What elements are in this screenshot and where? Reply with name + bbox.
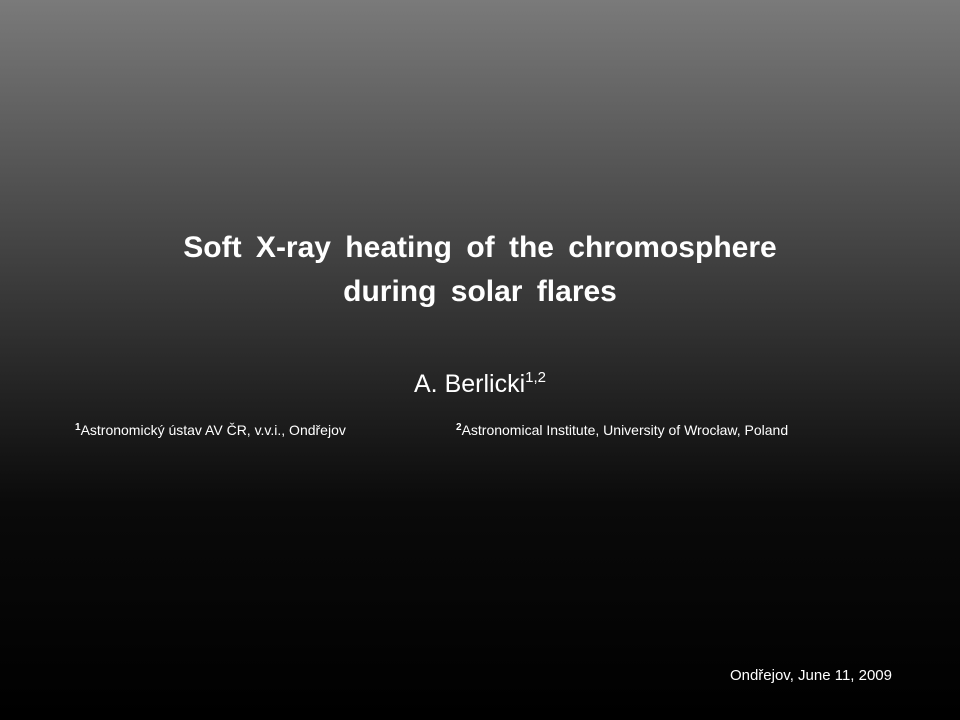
title-line-1: Soft X-ray heating of the chromosphere: [183, 231, 777, 264]
author-name: A. Berlicki: [414, 370, 526, 398]
author-superscript: 1,2: [525, 369, 546, 386]
slide-title: [0, 226, 960, 314]
affiliation-1-text: Astronomický ústav AV ČR, v.v.i., Ondřejov: [80, 422, 346, 438]
affiliation-1-superscript: 1: [75, 422, 81, 433]
affiliation-1: [75, 418, 346, 440]
author-line: [0, 361, 960, 401]
affiliation-2-text: Astronomical Institute, University of Wrocław, Poland: [461, 422, 789, 438]
date-location: Ondřejov, June 11, 2009: [729, 667, 892, 684]
affiliation-2-superscript: 2: [456, 422, 462, 433]
affiliation-2: [456, 418, 788, 440]
title-line-2: during solar flares: [343, 275, 617, 308]
